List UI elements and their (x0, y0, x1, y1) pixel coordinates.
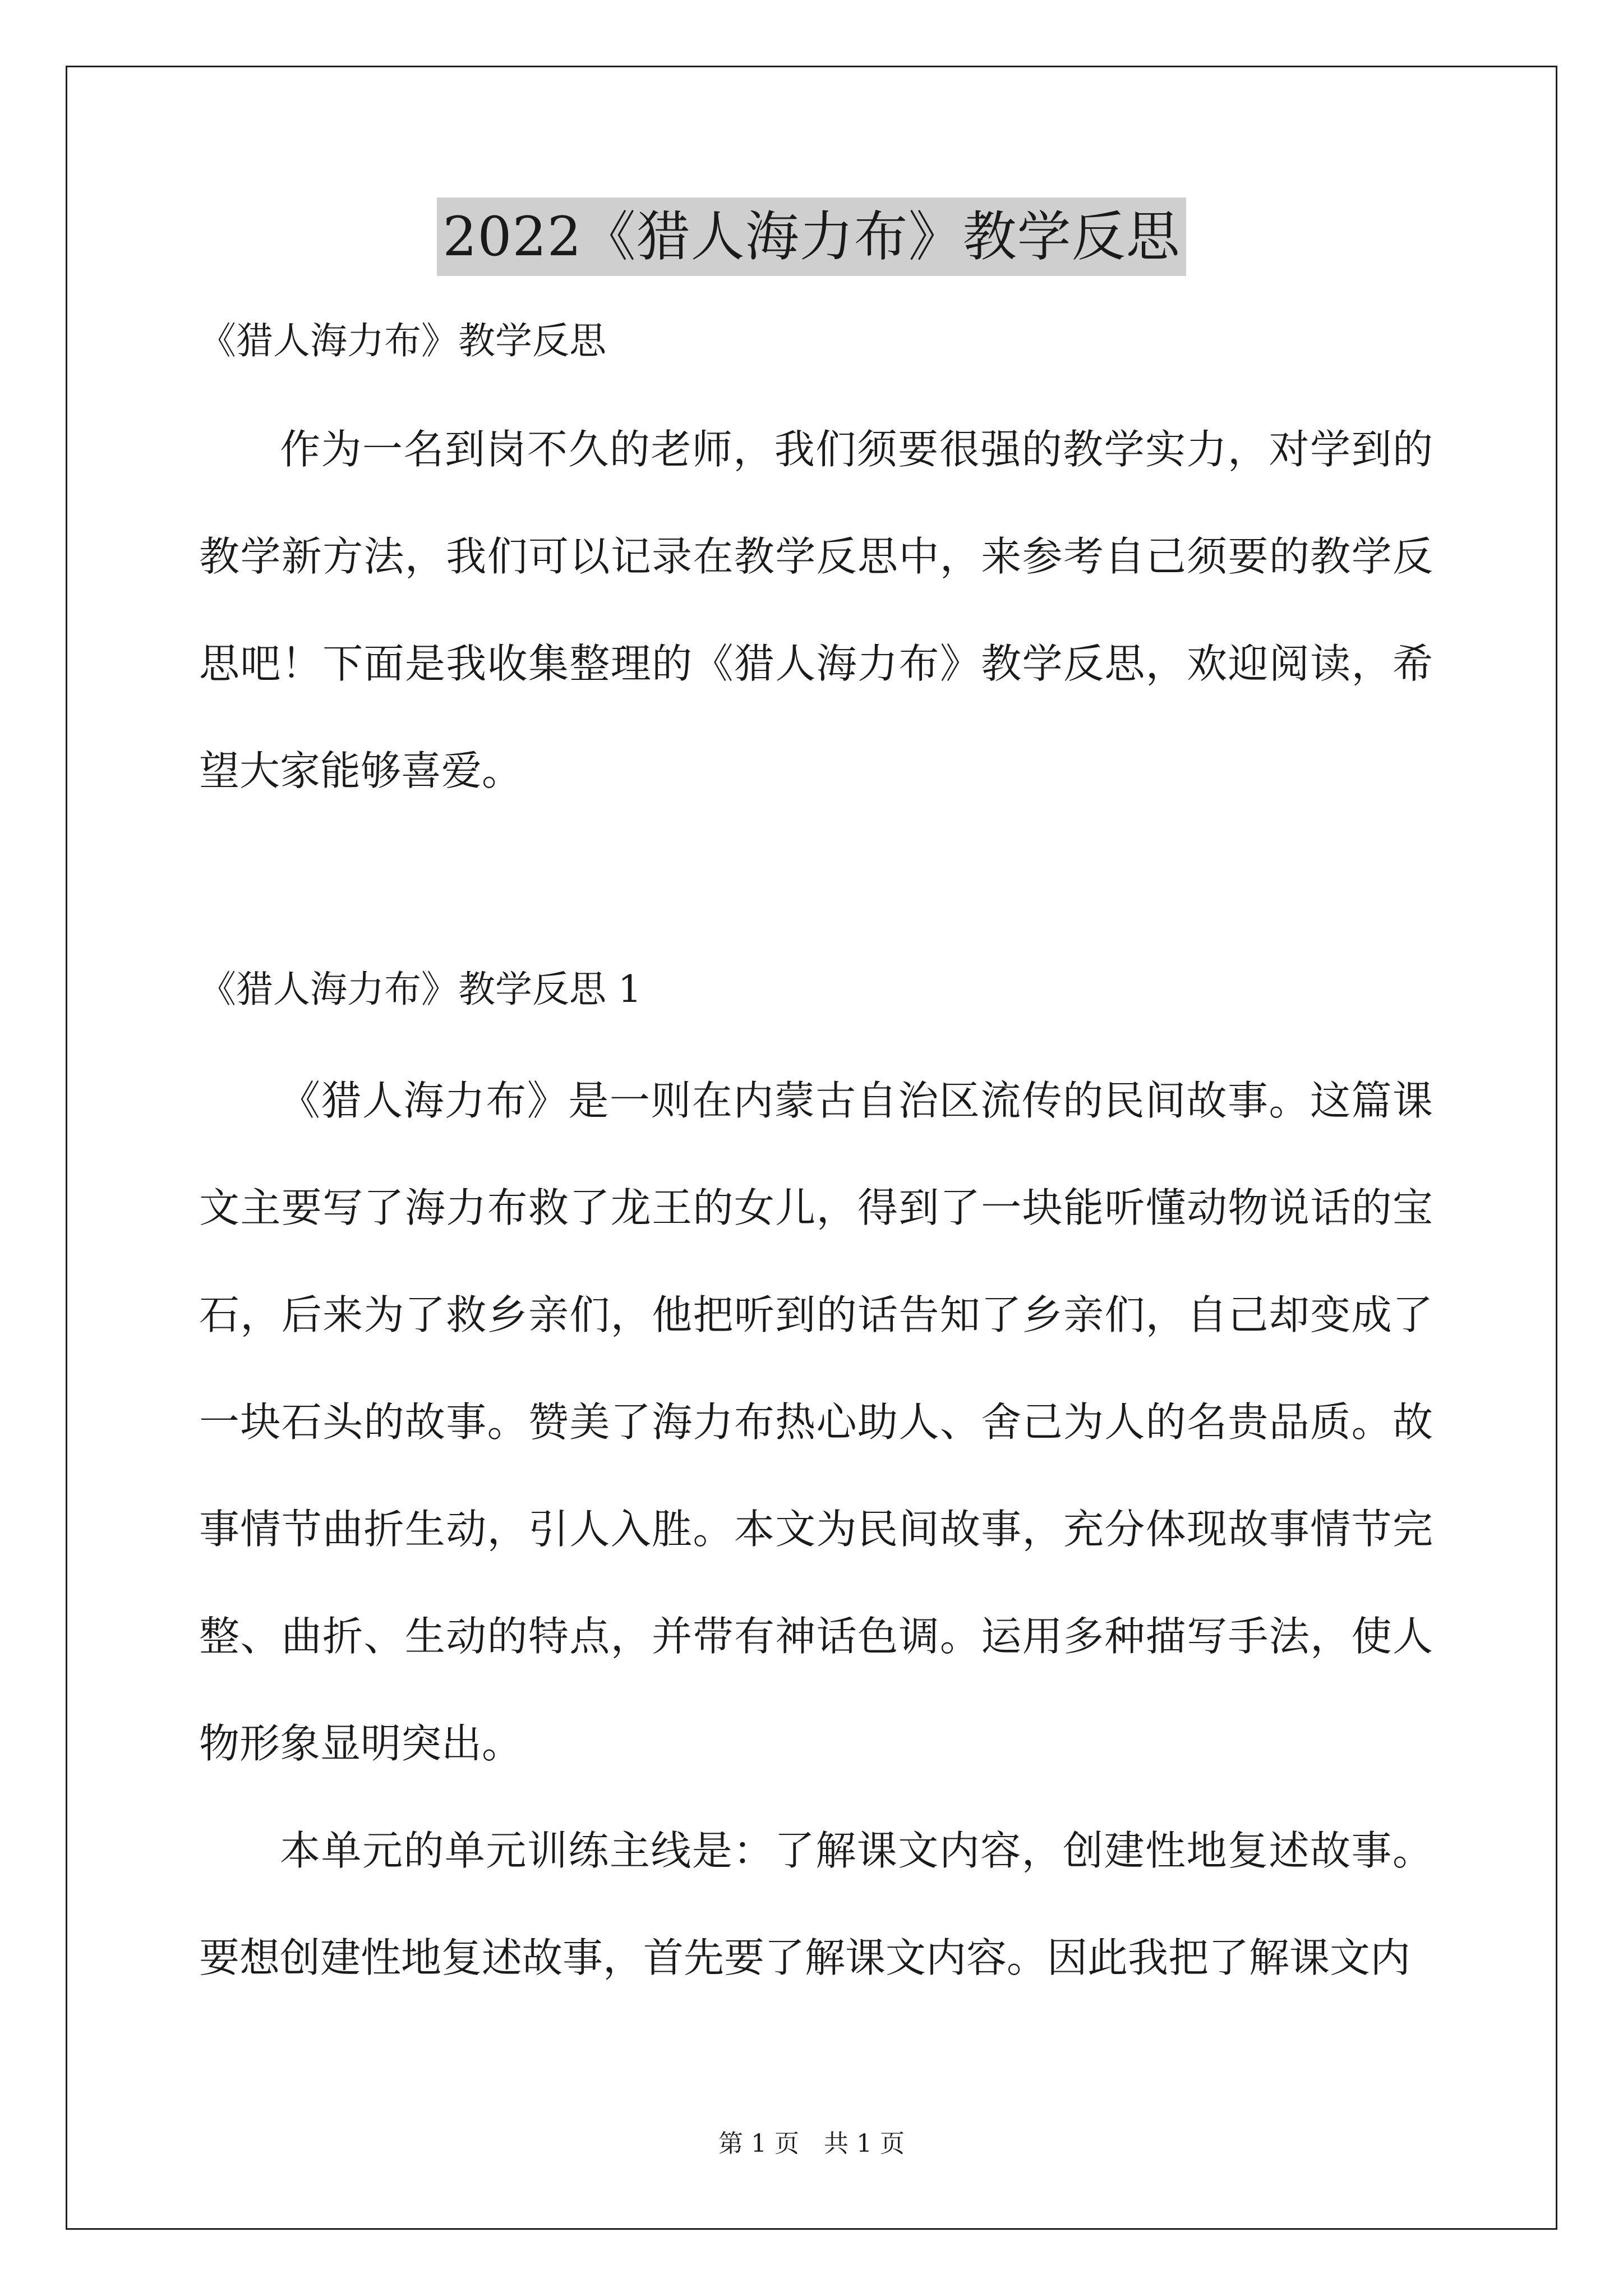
intro-paragraph: 作为一名到岗不久的老师，我们须要很强的教学实力，对学到的教学新方法，我们可以记录在教学反思中，来参考自己须要的教学反思吧！下面是我收集整理的《猎人海力布》教学反思，欢迎阅读，希望大家能够喜爱。 (199, 426, 1433, 794)
intro-heading: 《猎人海力布》教学反思 (199, 319, 606, 362)
document-title (0, 197, 1623, 276)
document-body (199, 314, 1433, 2012)
page-footer (0, 2127, 1623, 2161)
section-paragraph-1: 《猎人海力布》是一则在内蒙古自治区流传的民间故事。这篇课文主要写了海力布救了龙王的女儿，得到了一块能听懂动物说话的宝石，后来为了救乡亲们，他把听到的话告知了乡亲们，自己却变成了一块石头的故事。赞美了海力布热心助人、舍己为人的名贵品质。故事情节曲折生动，引人入胜。本文为民间故事，充分体现故事情节完整、曲折、生动的特点，并带有神话色调。运用多种描写手法，使人物形象显明突出。 (199, 1077, 1433, 1767)
section-paragraph-2: 本单元的单元训练主线是：了解课文内容，创建性地复述故事。要想创建性地复述故事，首先要了解课文内容。因此我把了解课文内 (199, 1827, 1433, 1981)
section-heading: 《猎人海力布》教学反思 1 (199, 968, 642, 1011)
document-title-text: 2022《猎人海力布》教学反思 (437, 197, 1186, 276)
page-number: 第 1 页 共 1 页 (718, 2129, 905, 2158)
